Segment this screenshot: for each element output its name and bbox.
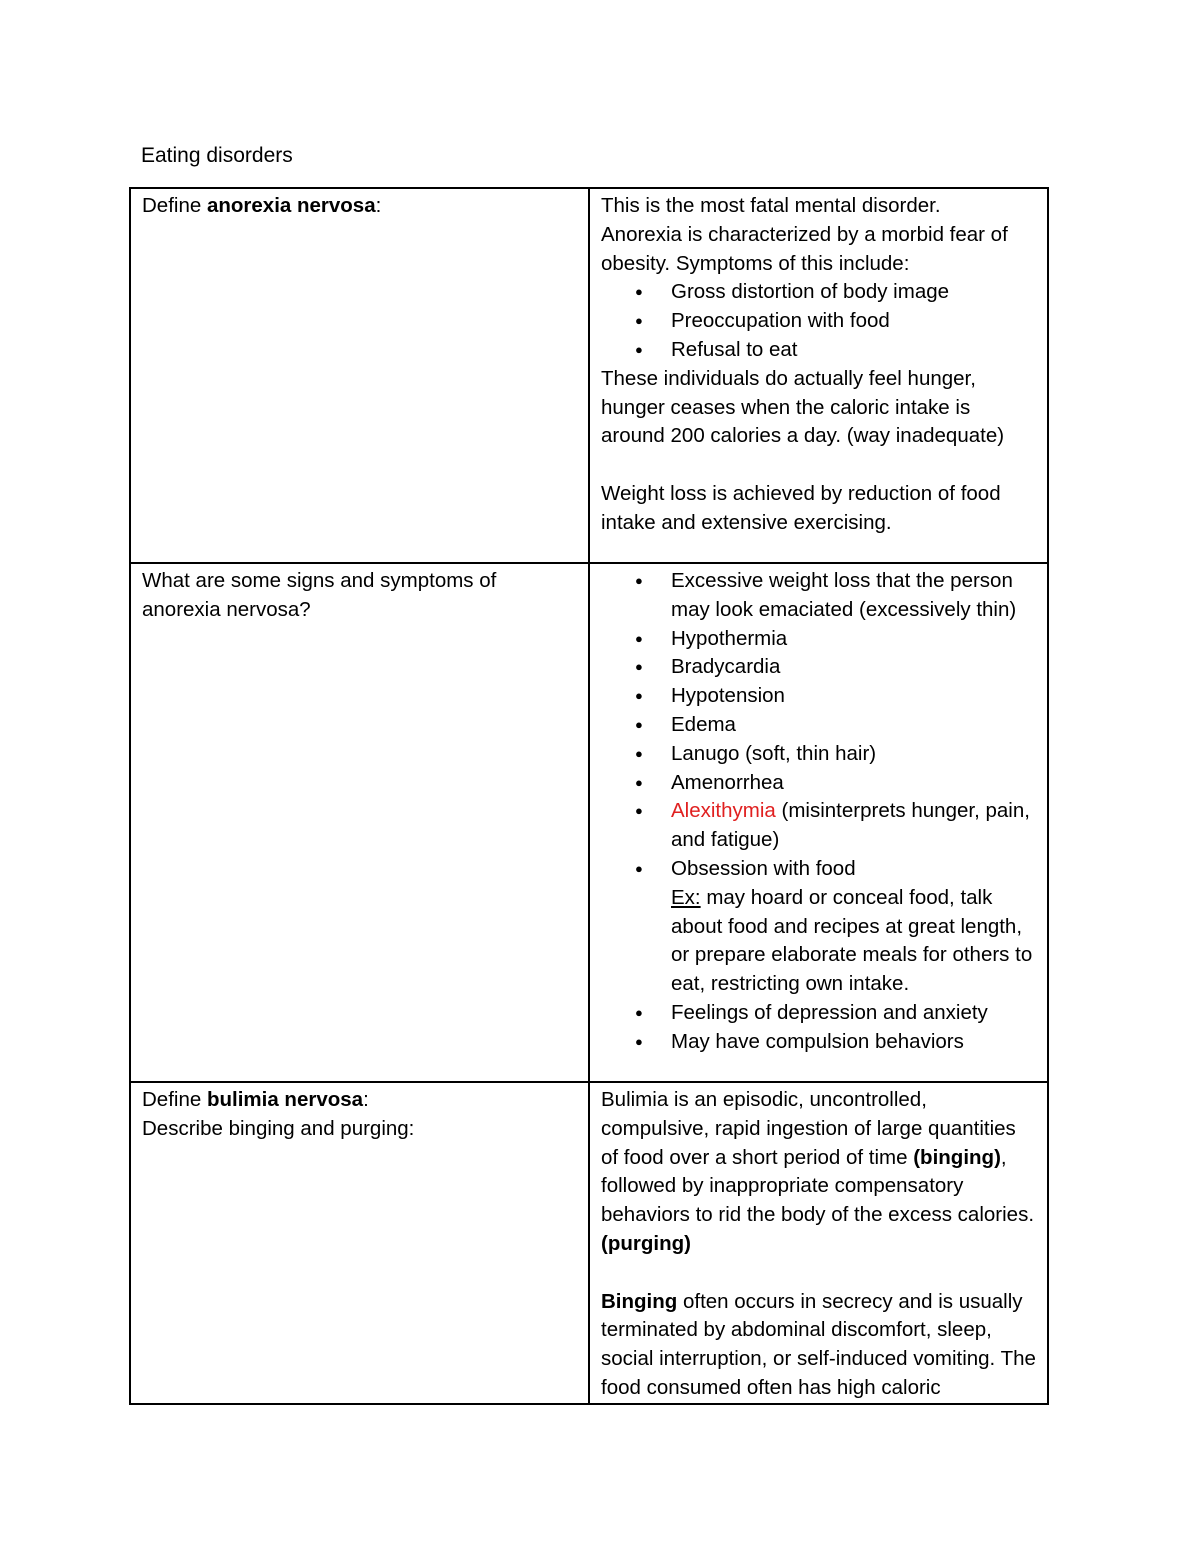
list-item: ● Excessive weight loss that the person may look emaciated (excessively thin) bbox=[601, 567, 1037, 625]
bold-term: anorexia nervosa bbox=[206, 194, 376, 217]
answer-paragraph: This is the most fatal mental disorder. bbox=[601, 194, 941, 217]
list-item: ● Alexithymia (misinterprets hunger, pain, and fatigue) bbox=[601, 797, 1037, 855]
answer-paragraph: Anorexia is characterized by a morbid fear of obesity. Symptoms of this include: bbox=[601, 222, 1008, 275]
answer-paragraph: These individuals do actually feel hunger, hunger ceases when the caloric intake is around 200 calories a day. (way inadequate) bbox=[601, 366, 1005, 448]
list-item: ● Gross distortion of body image bbox=[601, 278, 1037, 307]
example-text: Ex: may hoard or conceal food, talk about food and recipes at great length, or prepare elaborate meals for others to eat, restricting own intake. bbox=[671, 885, 1033, 996]
bullet-list bbox=[601, 278, 1037, 364]
table-row bbox=[130, 1082, 1048, 1404]
list-item: ● Obsession with food Ex: may hoard or conceal food, talk about food and recipes at great length, or prepare elaborate meals for others to eat, restricting own intake. bbox=[601, 855, 1037, 999]
answer-cell bbox=[589, 563, 1048, 1082]
list-item: ● Feelings of depression and anxiety bbox=[601, 999, 1037, 1028]
list-item: ● Edema bbox=[601, 711, 1037, 740]
list-item: ● Hypotension bbox=[601, 682, 1037, 711]
list-item: ● Hypothermia bbox=[601, 625, 1037, 654]
answer-paragraph: Binging often occurs in secrecy and is usually terminated by abdominal discomfort, sleep, social interruption, or self-induced vomiting. The food consumed often has high caloric bbox=[601, 1289, 1036, 1399]
answer-paragraph: Bulimia is an episodic, uncontrolled, compulsive, rapid ingestion of large quantities of food over a short period of time (binging), followed by inappropriate compensatory behaviors to rid the body of the excess calories. (purging) bbox=[601, 1088, 1035, 1255]
table-row bbox=[130, 563, 1048, 1082]
list-item: ● May have compulsion behaviors bbox=[601, 1028, 1037, 1057]
list-item: ● Amenorrhea bbox=[601, 769, 1037, 798]
answer-paragraph: Weight loss is achieved by reduction of food intake and extensive exercising. bbox=[601, 481, 1001, 534]
question-cell: What are some signs and symptoms of anorexia nervosa? bbox=[130, 563, 589, 1082]
answer-cell bbox=[589, 1082, 1048, 1404]
highlighted-term: Alexithymia bbox=[671, 799, 776, 823]
table-row bbox=[130, 188, 1048, 563]
bold-term: bulimia nervosa bbox=[206, 1088, 364, 1111]
list-item: ● Bradycardia bbox=[601, 653, 1037, 682]
answer-cell bbox=[589, 188, 1048, 563]
question-cell: Define bulimia nervosa: Describe binging and purging: bbox=[130, 1082, 589, 1404]
qa-table bbox=[129, 187, 1049, 1405]
list-item: ● Lanugo (soft, thin hair) bbox=[601, 740, 1037, 769]
document-title: Eating disorders bbox=[141, 144, 293, 167]
question-cell: Define anorexia nervosa: bbox=[130, 188, 589, 563]
list-item: ● Preoccupation with food bbox=[601, 307, 1037, 336]
list-item: ● Refusal to eat bbox=[601, 336, 1037, 365]
bullet-list bbox=[601, 567, 1037, 1057]
